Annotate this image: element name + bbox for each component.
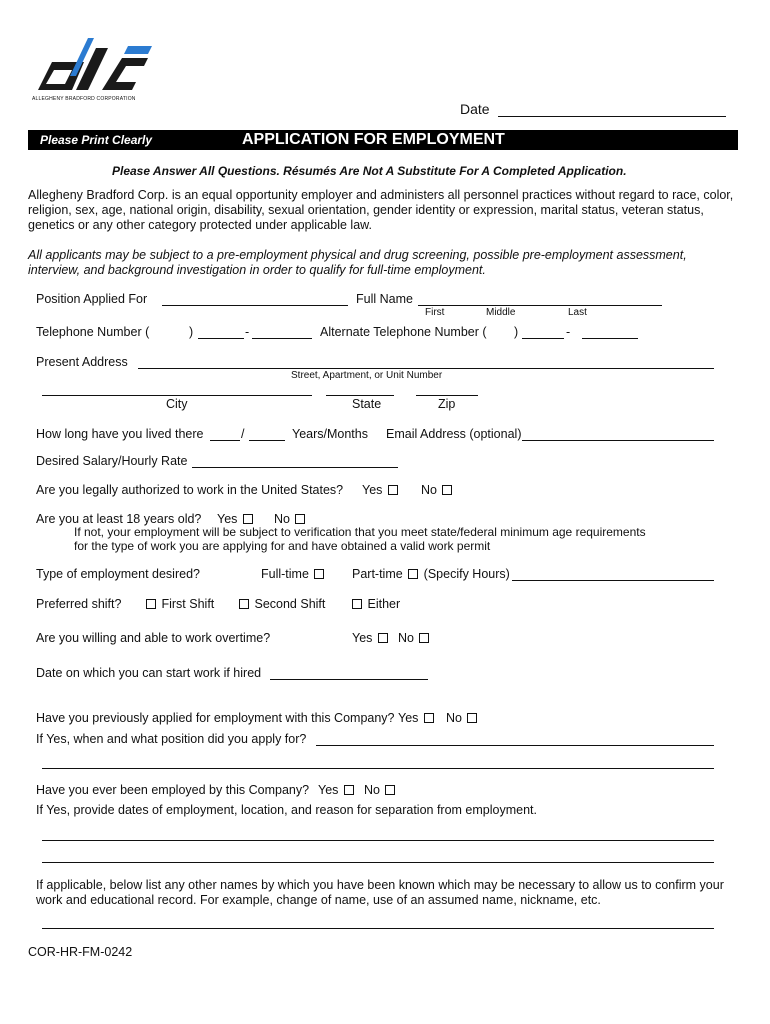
no-label: No xyxy=(398,631,414,645)
checkbox-icon[interactable] xyxy=(408,569,418,579)
city-field[interactable] xyxy=(42,395,312,396)
date-label: Date xyxy=(460,101,490,117)
other-names-field[interactable] xyxy=(42,928,714,929)
checkbox-icon[interactable] xyxy=(385,785,395,795)
overtime-question: Are you willing and able to work overtime? xyxy=(36,631,271,645)
either-label: Either xyxy=(367,597,401,611)
title-bar xyxy=(28,130,738,150)
other-names-question: If applicable, below list any other names by which you have been known which may be necessary to allow us to confirm your work and educational record. For example, change of name, use of an assumed name, nickname, etc. xyxy=(36,878,724,907)
page-title: APPLICATION FOR EMPLOYMENT xyxy=(242,131,505,148)
telephone-dash: - xyxy=(245,325,250,339)
overtime-yes[interactable] xyxy=(352,631,390,646)
print-clearly-label: Please Print Clearly xyxy=(40,133,153,147)
how-long-slash: / xyxy=(241,427,245,441)
previously-applied-yes[interactable] xyxy=(398,711,436,726)
alt-telephone-paren: ) xyxy=(514,325,519,339)
yes-label: Yes xyxy=(217,512,238,526)
start-date-field[interactable] xyxy=(270,679,428,680)
no-label: No xyxy=(364,783,380,797)
first-caption: First xyxy=(425,307,445,318)
previously-applied-question: Have you previously applied for employment with this Company? xyxy=(36,711,395,725)
specify-hours-label: (Specify Hours) xyxy=(423,567,510,581)
ever-employed-yes[interactable] xyxy=(318,783,356,798)
second-shift-option[interactable] xyxy=(237,597,325,612)
authorized-yes[interactable] xyxy=(362,483,400,498)
months-field[interactable] xyxy=(249,440,285,441)
company-logo xyxy=(32,36,152,98)
age-question: Are you at least 18 years old? xyxy=(36,512,202,526)
either-shift-option[interactable] xyxy=(350,597,400,612)
last-caption: Last xyxy=(568,307,587,318)
email-field[interactable] xyxy=(522,440,714,441)
first-shift-option[interactable] xyxy=(144,597,214,612)
screening-statement: All applicants may be subject to a pre-employment physical and drug screening, possible pre-employment assessment, interview, and background investigation in order to qualify for full-time employment. xyxy=(28,248,687,277)
telephone-field-line[interactable] xyxy=(252,338,312,339)
street-caption: Street, Apartment, or Unit Number xyxy=(291,370,443,381)
years-field[interactable] xyxy=(210,440,240,441)
subtitle: Please Answer All Questions. Résumés Are Not A Substitute For A Completed Application. xyxy=(112,164,627,178)
yes-label: Yes xyxy=(398,711,419,725)
yes-label: Yes xyxy=(318,783,339,797)
how-long-label: How long have you lived there xyxy=(36,427,204,441)
middle-caption: Middle xyxy=(486,307,516,318)
checkbox-icon[interactable] xyxy=(467,713,477,723)
form-code: COR-HR-FM-0242 xyxy=(28,945,133,959)
no-label: No xyxy=(446,711,462,725)
no-label: No xyxy=(274,512,290,526)
state-field[interactable] xyxy=(326,395,394,396)
checkbox-icon[interactable] xyxy=(352,599,362,609)
yes-label: Yes xyxy=(352,631,373,645)
first-shift-label: First Shift xyxy=(161,597,215,611)
checkbox-icon[interactable] xyxy=(442,485,452,495)
full-time-option[interactable] xyxy=(261,567,326,582)
if-yes-applied-field-2[interactable] xyxy=(42,768,714,769)
abc-logo-icon xyxy=(32,36,152,98)
if-yes-applied-question: If Yes, when and what position did you apply for? xyxy=(36,732,307,746)
part-time-option[interactable] xyxy=(352,567,510,582)
alt-telephone-field-line[interactable] xyxy=(582,338,638,339)
checkbox-icon[interactable] xyxy=(314,569,324,579)
salary-label: Desired Salary/Hourly Rate xyxy=(36,454,188,468)
second-shift-label: Second Shift xyxy=(254,597,326,611)
telephone-paren: ) xyxy=(189,325,194,339)
specify-hours-field[interactable] xyxy=(512,580,714,581)
employment-details-field-1[interactable] xyxy=(42,840,714,841)
checkbox-icon[interactable] xyxy=(424,713,434,723)
yes-label: Yes xyxy=(362,483,383,497)
email-label: Email Address (optional) xyxy=(386,427,522,441)
employment-details-field-2[interactable] xyxy=(42,862,714,863)
no-label: No xyxy=(421,483,437,497)
if-yes-applied-field[interactable] xyxy=(316,745,714,746)
age-note-1: If not, your employment will be subject to verification that you meet state/federal minimum age requirements xyxy=(74,525,646,539)
salary-field[interactable] xyxy=(192,467,398,468)
previously-applied-no[interactable] xyxy=(446,711,479,726)
position-applied-label: Position Applied For xyxy=(36,292,148,306)
checkbox-icon[interactable] xyxy=(295,514,305,524)
alt-telephone-field-prefix[interactable] xyxy=(522,338,564,339)
checkbox-icon[interactable] xyxy=(146,599,156,609)
alt-telephone-dash: - xyxy=(566,325,571,339)
street-address-field[interactable] xyxy=(138,368,714,369)
present-address-label: Present Address xyxy=(36,355,128,369)
authorized-no[interactable] xyxy=(421,483,454,498)
telephone-field-prefix[interactable] xyxy=(198,338,244,339)
full-name-label: Full Name xyxy=(356,292,413,306)
if-yes-employed-question: If Yes, provide dates of employment, location, and reason for separation from employment. xyxy=(36,803,537,817)
telephone-label: Telephone Number ( xyxy=(36,325,150,339)
checkbox-icon[interactable] xyxy=(378,633,388,643)
checkbox-icon[interactable] xyxy=(239,599,249,609)
preferred-shift-question: Preferred shift? xyxy=(36,597,122,611)
employment-type-question: Type of employment desired? xyxy=(36,567,200,581)
checkbox-icon[interactable] xyxy=(419,633,429,643)
alt-telephone-label: Alternate Telephone Number ( xyxy=(320,325,487,339)
full-time-label: Full-time xyxy=(261,567,309,581)
company-caption: ALLEGHENY BRADFORD CORPORATION xyxy=(32,96,136,102)
date-field[interactable] xyxy=(498,116,726,117)
checkbox-icon[interactable] xyxy=(344,785,354,795)
full-name-field[interactable] xyxy=(418,305,662,306)
ever-employed-question: Have you ever been employed by this Company? xyxy=(36,783,310,797)
zip-caption: Zip xyxy=(438,397,456,411)
city-caption: City xyxy=(166,397,188,411)
state-caption: State xyxy=(352,397,382,411)
years-months-label: Years/Months xyxy=(292,427,368,441)
eeo-statement: Allegheny Bradford Corp. is an equal opportunity employer and administers all personnel practices without regard to race, color, religion, sex, age, national origin, disability, sexual orientation, gender identity or expression, marital status, veteran status, genetics or any other category protected under applicable law. xyxy=(28,188,734,232)
position-applied-field[interactable] xyxy=(162,305,348,306)
zip-field[interactable] xyxy=(416,395,478,396)
checkbox-icon[interactable] xyxy=(243,514,253,524)
overtime-no[interactable] xyxy=(398,631,431,646)
part-time-label: Part-time xyxy=(352,567,403,581)
age-note-2: for the type of work you are applying for and have obtained a valid work permit xyxy=(74,539,491,553)
checkbox-icon[interactable] xyxy=(388,485,398,495)
ever-employed-no[interactable] xyxy=(364,783,397,798)
start-date-question: Date on which you can start work if hired xyxy=(36,666,262,680)
authorized-question: Are you legally authorized to work in the United States? xyxy=(36,483,344,497)
